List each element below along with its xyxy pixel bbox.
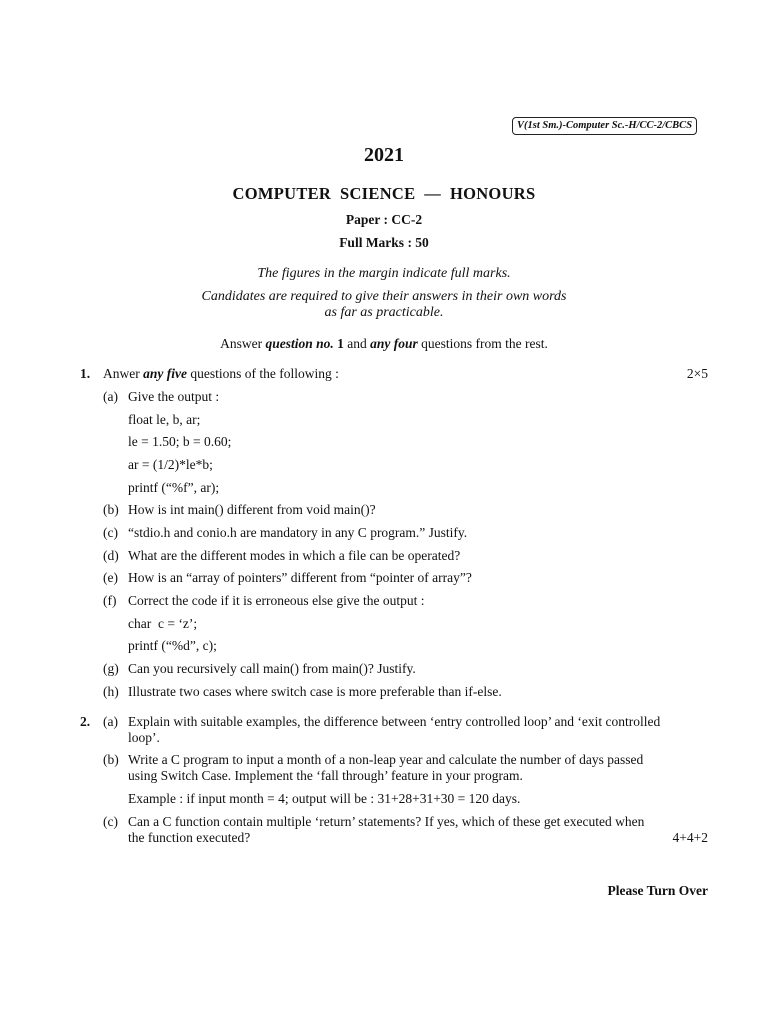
q1f-code-line: printf (“%d”, c);	[128, 638, 217, 653]
q2b-example: Example : if input month = 4; output will be : 31+28+31+30 = 120 days.	[128, 791, 521, 806]
question-2-number: 2.	[80, 714, 91, 729]
q1a-text: Give the output :	[128, 389, 220, 404]
q1h-label: (h)	[103, 684, 119, 699]
q2b-text-line: using Switch Case. Implement the ‘fall through’ feature in your program.	[128, 768, 523, 783]
q2c-text-line: the function executed?	[128, 830, 251, 845]
q2c-text-line: Can a C function contain multiple ‘return’ statements? If yes, which of these get executed when	[128, 814, 645, 829]
instruction-own-words: Candidates are required to give their answers in their own words	[201, 289, 567, 304]
q1b-label: (b)	[103, 502, 119, 517]
q1a-label: (a)	[103, 389, 118, 404]
q1d-text: What are the different modes in which a file can be operated?	[128, 548, 461, 563]
q1f-label: (f)	[103, 593, 117, 608]
q1e-text: How is an “array of pointers” different from “pointer of array”?	[128, 570, 472, 585]
q2b-label: (b)	[103, 752, 119, 767]
question-2-marks: 4+4+2	[672, 830, 708, 845]
exam-year: 2021	[364, 144, 404, 166]
paper-label: Paper : CC-2	[345, 212, 423, 227]
question-1-marks: 2×5	[686, 366, 708, 381]
q1f-text: Correct the code if it is erroneous else give the output :	[128, 593, 425, 608]
q1c-label: (c)	[103, 525, 118, 540]
q1f-code-line: char c = ‘z’;	[128, 616, 198, 631]
instruction-practicable: as far as practicable.	[324, 305, 444, 320]
q1a-code-line: le = 1.50; b = 0.60;	[128, 434, 232, 449]
q1b-text: How is int main() different from void main()?	[128, 502, 376, 517]
q1h-text: Illustrate two cases where switch case is more preferable than if-else.	[128, 684, 502, 699]
full-marks: Full Marks : 50	[339, 235, 429, 250]
q1e-label: (e)	[103, 570, 118, 585]
question-1-stem: Anwer any five questions of the following :	[103, 366, 339, 381]
q1g-label: (g)	[103, 661, 119, 676]
q1a-code-line: float le, b, ar;	[128, 412, 201, 427]
q2b-text-line: Write a C program to input a month of a non-leap year and calculate the number of days passed	[128, 752, 644, 767]
paper-code-tag: V(1st Sm.)-Computer Sc.-H/CC-2/CBCS	[512, 117, 697, 135]
please-turn-over: Please Turn Over	[607, 883, 708, 898]
q1c-text: “stdio.h and conio.h are mandatory in any C program.” Justify.	[128, 525, 468, 540]
q1d-label: (d)	[103, 548, 119, 563]
q2a-text-line: loop’.	[128, 730, 160, 745]
subject-title: COMPUTER SCIENCE — HONOURS	[232, 184, 536, 203]
q2a-label: (a)	[103, 714, 118, 729]
answer-instruction: Answer question no. 1 and any four questions from the rest.	[220, 336, 548, 351]
q1a-code-line: printf (“%f”, ar);	[128, 480, 220, 495]
q1a-code-line: ar = (1/2)*le*b;	[128, 457, 213, 472]
q2c-label: (c)	[103, 814, 118, 829]
q2a-text-line: Explain with suitable examples, the difference between ‘entry controlled loop’ and ‘exit controlled	[128, 714, 661, 729]
question-1-number: 1.	[80, 366, 91, 381]
q1g-text: Can you recursively call main() from main()? Justify.	[128, 661, 416, 676]
instruction-margin: The figures in the margin indicate full marks.	[257, 266, 511, 281]
